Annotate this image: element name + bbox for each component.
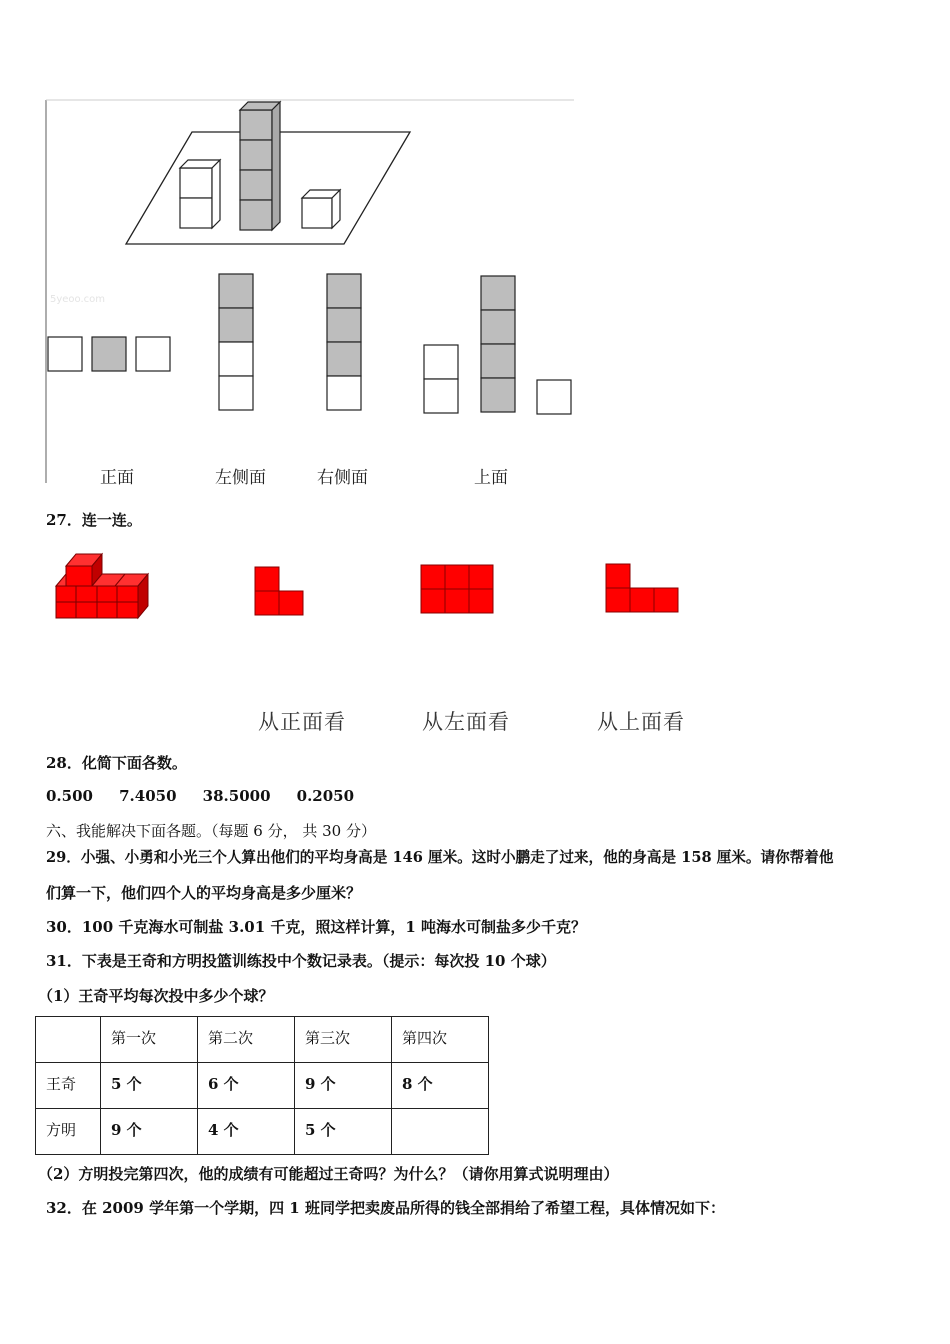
label-from-left: 从左面看 <box>422 710 510 734</box>
table-header-row <box>36 1017 489 1063</box>
table-header-cell: 第二次 <box>198 1017 295 1063</box>
table-header-cell: 第三次 <box>295 1017 392 1063</box>
numbers-row <box>46 787 354 805</box>
table-cell: 方明 <box>36 1109 101 1155</box>
question-31-sub1: （1）王奇平均每次投中多少个球？ <box>38 987 274 1005</box>
watermark-text: 5yeoo.com <box>50 294 106 305</box>
label-from-front: 从正面看 <box>258 710 346 734</box>
number-item: 38.5000 <box>202 787 271 805</box>
label-left-side: 左侧面 <box>215 468 266 488</box>
question-32: 32．在 2009 学年第一个学期，四 1 班同学把卖废品所得的钱全部捐给了希望工程，具体情况如下： <box>46 1199 725 1217</box>
label-from-top: 从上面看 <box>597 710 685 734</box>
table-cell: 4 个 <box>198 1109 295 1155</box>
table-cell <box>36 1017 101 1063</box>
label-front: 正面 <box>100 468 134 488</box>
table-cell: 王奇 <box>36 1063 101 1109</box>
question-29-line1: 29．小强、小勇和小光三个人算出他们的平均身高是 146 厘米。这时小鹏走了过来，他的身高是 158 厘米。请你帮着他 <box>46 849 834 866</box>
question-28: 28．化简下面各数。 <box>46 754 187 772</box>
question-30: 30．100 千克海水可制盐 3.01 千克，照这样计算，1 吨海水可制盐多少千克？ <box>46 918 587 936</box>
red-view-shape-3 <box>605 563 683 619</box>
table-cell: 5 个 <box>295 1109 392 1155</box>
question-27: 27．连一连。 <box>46 511 142 529</box>
red-view-shape-2 <box>420 564 496 620</box>
table-cell <box>392 1109 489 1155</box>
section-6-heading: 六、我能解决下面各题。（每题 6 分， 共 30 分） <box>46 822 376 840</box>
question-29-line2: 们算一下，他们四个人的平均身高是多少厘米？ <box>46 884 362 902</box>
label-right-side: 右侧面 <box>317 468 368 488</box>
number-item: 7.4050 <box>119 787 177 805</box>
table-header-cell: 第四次 <box>392 1017 489 1063</box>
cube-views-figure <box>44 98 576 488</box>
table-header-cell: 第一次 <box>101 1017 198 1063</box>
table-cell: 9 个 <box>295 1063 392 1109</box>
number-item: 0.2050 <box>296 787 355 805</box>
label-top: 上面 <box>474 468 508 488</box>
red-cube-solid <box>52 548 152 628</box>
table-cell: 5 个 <box>101 1063 198 1109</box>
table-row <box>36 1063 489 1109</box>
table-row <box>36 1109 489 1155</box>
shooting-record-table <box>35 1016 489 1155</box>
number-item: 0.500 <box>46 787 93 805</box>
question-31: 31．下表是王奇和方明投篮训练投中个数记录表。（提示：每次投 10 个球） <box>46 952 556 970</box>
table-cell: 9 个 <box>101 1109 198 1155</box>
question-31-sub2: （2）方明投完第四次，他的成绩有可能超过王奇吗？为什么？（请你用算式说明理由） <box>38 1165 619 1183</box>
cube-views-drawing <box>44 98 576 488</box>
table-cell: 8 个 <box>392 1063 489 1109</box>
red-view-shape-1 <box>254 566 306 622</box>
table-cell: 6 个 <box>198 1063 295 1109</box>
